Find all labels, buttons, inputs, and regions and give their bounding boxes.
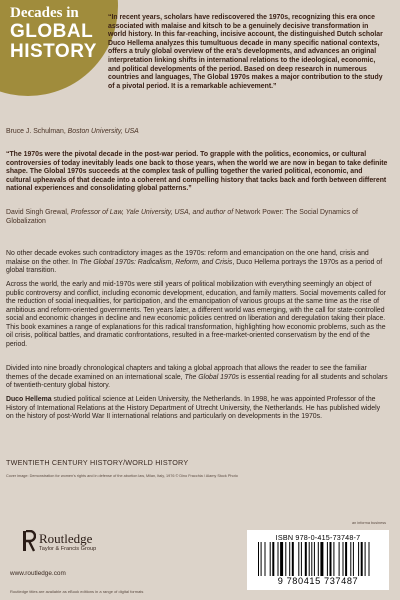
endorsement-attribution-1 [6, 128, 139, 137]
barcode-bar [272, 542, 274, 576]
barcode-bar [298, 542, 299, 576]
endorsement-attribution-2 [6, 209, 360, 226]
barcode-icon [256, 542, 380, 576]
blurb-text: No other decade evokes such contradictory images as the 1970s: reform and emancipation on the one hand, crisis and malaise on the other. In [6, 250, 369, 266]
barcode-bar [285, 542, 286, 576]
subject-category: TWENTIETH CENTURY HISTORY/WORLD HISTORY [6, 458, 189, 467]
routledge-icon [22, 530, 36, 552]
blurb-text: is essential reading for all students and scholars of twentieth-century global history. [6, 373, 388, 389]
series-line-3: HISTORY [10, 41, 97, 62]
barcode-bar [301, 542, 302, 576]
publisher-subtitle: Taylor & Francis Group [39, 546, 97, 552]
barcode-bar [258, 542, 259, 576]
attribution-role: Professor of Law, Yale University, USA, and author of [70, 209, 234, 216]
barcode-bar [339, 542, 340, 576]
barcode-bar [343, 542, 344, 576]
cover-credit: Cover image: Demonstration for women's rights and in defense of the abortion law, Milan, Italy, 1976 © Dino Fracchia / Alamy Stock Photo [6, 474, 238, 478]
ebook-note: Routledge titles are available as eBook editions in a range of digital formats [10, 589, 144, 594]
author-bio [6, 396, 388, 422]
book-title: The Global 1970s: Radicalism, Reform, and Crisis [79, 258, 233, 266]
publisher-name: Routledge [39, 531, 93, 546]
attribution-name: David Singh Grewal, [6, 209, 69, 216]
informa-label: an informa business [352, 521, 386, 525]
barcode-bar [292, 542, 294, 576]
publisher-logo [22, 530, 132, 564]
barcode-bar [327, 542, 328, 576]
author-bio-text: studied political science at Leiden University, the Netherlands. In 1998, he was appointed Professor of the History of International Relations at the History Department of Utrecht University, the Netherlands. He has published widely on the history of post-World War II international relations and particularly on developments in the 1970s. [6, 396, 381, 420]
barcode-digits: 9 780415 737487 [277, 576, 359, 586]
barcode-bar [278, 542, 279, 576]
barcode-panel [247, 530, 389, 590]
barcode-bar [314, 542, 315, 576]
series-line-2: GLOBAL [10, 21, 94, 42]
series-line-1: Decades in [10, 5, 79, 21]
author-name: Duco Hellema [6, 396, 52, 403]
endorsement-quote-2: “The 1970s were the pivotal decade in the post-war period. To grapple with the politics, economics, or cultural controversies of today inevitably leads one back to those years, when the world we are now in began to take definite shape. The Global 1970s succeeds at the complex task of pulling together the varied political, economic, and cultural upheavals of that decade into a coherent and compelling history that tacks back and forth between different national experiences and consolidating global patterns.” [6, 151, 388, 193]
barcode-bar [309, 542, 310, 576]
barcode-bar [350, 542, 351, 576]
barcode-bar [261, 542, 262, 576]
barcode-bar [311, 542, 312, 576]
barcode-bar [320, 542, 323, 576]
barcode-bar [361, 542, 363, 576]
attribution-book: Network Power: The Social Dynamics of Globalization [6, 209, 358, 225]
book-title: The Global 1970s [184, 373, 239, 381]
barcode-bar [305, 542, 307, 576]
isbn-text: ISBN 978-0-415-73748-7 [275, 533, 361, 542]
blurb-paragraph-3 [6, 365, 388, 391]
barcode-bar [270, 542, 271, 576]
barcode-bar [330, 542, 332, 576]
endorsement-quote-1: “In recent years, scholars have rediscovered the 1970s, recognizing this era once associated with malaise and kitsch to be a genuinely decisive transformation in world history. In this far-reaching, incisive account, the distinguished Dutch scholar Duco Hellema analyzes this tumultuous decade in many specific national contexts, offers a truly global overview of the era’s developments, and advances an original interpretation linking shifts in international relations to the ideological, economic, and political developments of the period. Based on deep research in numerous countries and languages, The Global 1970s makes a major contribution to the study of a pivotal period. It is a remarkable achievement.” [108, 14, 383, 90]
blurb-text: , Duco Hellema portrays the 1970s as a period of global transition. [6, 258, 383, 274]
barcode-bar [289, 542, 290, 576]
attribution-role: Boston University, USA [67, 128, 139, 135]
barcode-bar [318, 542, 319, 576]
blurb-paragraph-1 [6, 250, 388, 276]
barcode-bar [280, 542, 283, 576]
attribution-name: Bruce J. Schulman, [6, 128, 66, 135]
blurb-paragraph-2: Across the world, the early and mid-1970s were still years of political mobilization with everything seemingly an object of public controversy and conflict, including economic development, education, and family matters. Social movements called for the reduction of social inequalities, for participation, and the emancipation of various groups at the same time as the rise of ambitious and reform-oriented governments. Ten years later, a different world was emerging, with the call for state-controlled social and economic changes in decline and new economic policies centred on liberation and deregulation taking their place. This book examines a range of explanations for this radical transformation, highlighting how economic problems, such as the oil crisis, political battles, and dramatic confrontations, resulted in a free-market-oriented conservatism by the end of the period. [6, 281, 386, 348]
publisher-url: www.routledge.com [10, 570, 66, 577]
barcode-bar [345, 542, 347, 576]
barcode-bar [369, 542, 370, 576]
barcode-bar [365, 542, 366, 576]
barcode-bar [358, 542, 359, 576]
barcode-bar [353, 542, 354, 576]
blurb-text: Divided into nine broadly chronological chapters and taking a global approach that allows the reader to see the familiar themes of the decade examined on an international scale, [6, 365, 367, 381]
barcode-bar [265, 542, 266, 576]
barcode-bar [333, 542, 334, 576]
series-logo [10, 5, 97, 62]
